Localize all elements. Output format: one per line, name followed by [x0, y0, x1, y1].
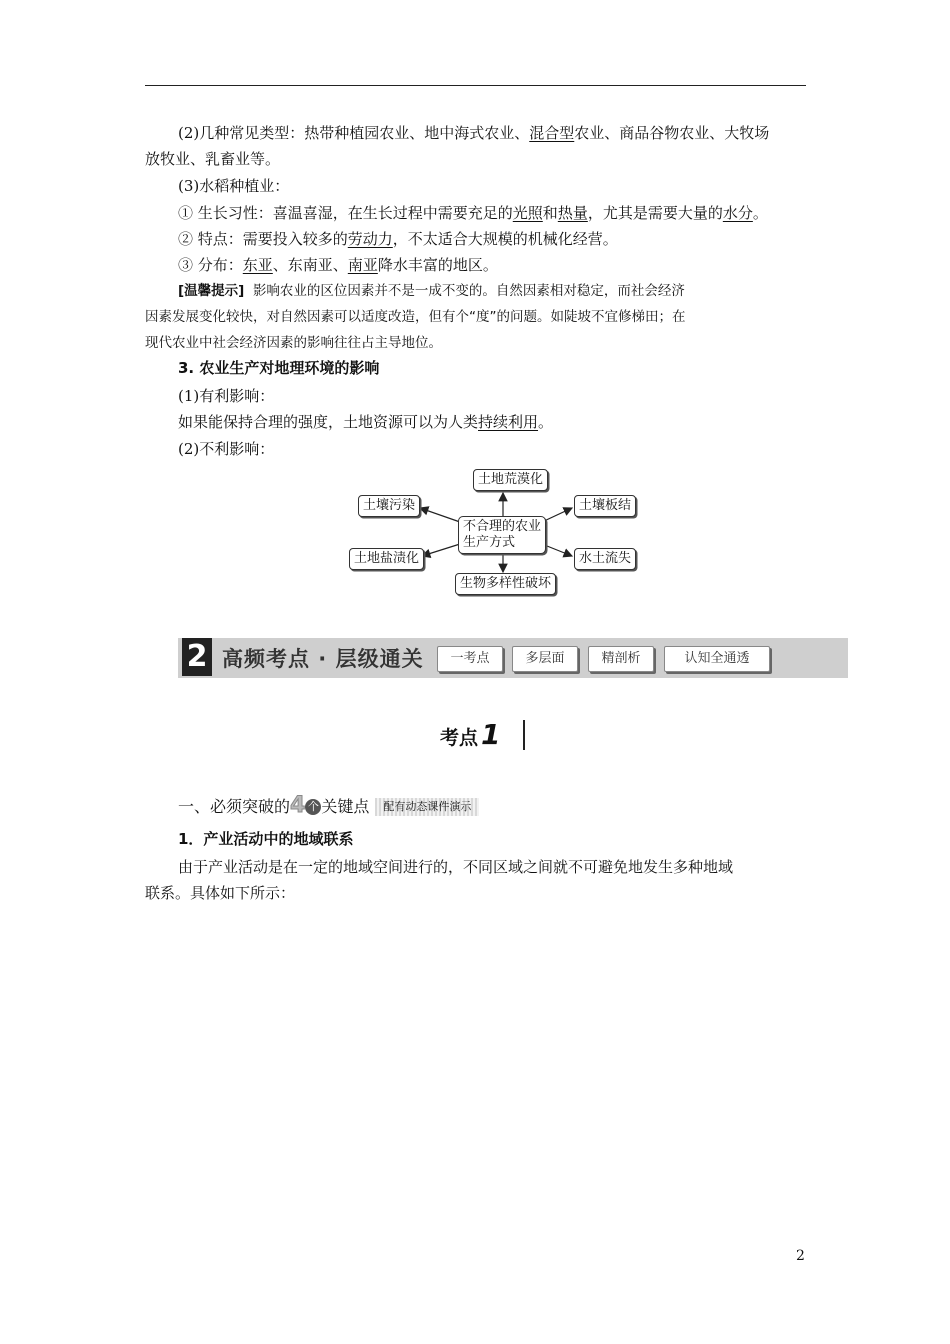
para-types-cont: 放牧业、乳畜业等。: [145, 150, 281, 168]
banner-tag-4: 认知全通透: [664, 646, 770, 672]
banner-tag-3: 精剖析: [588, 646, 654, 672]
para-rice: (3)水稻种植业：: [178, 177, 290, 195]
item1-heading: 1．产业活动中的地域联系: [178, 830, 354, 848]
heading-3: 3. 农业生产对地理环境的影响: [178, 359, 380, 377]
box-soil-pollution: 土壤污染: [358, 495, 420, 517]
para-rice-habit: ① 生长习性：喜温喜湿，在生长过程中需要充足的光照和热量，尤其是需要大量的水分。: [178, 204, 768, 222]
arrow-to-erosion: [542, 544, 572, 556]
para-rice-distribution: ③ 分布：东亚、东南亚、南亚降水丰富的地区。: [178, 256, 498, 274]
box-soil-hardening: 土壤板结: [574, 495, 636, 517]
tip-line-3: 现代农业中社会经济因素的影响往往占主导地位。: [145, 335, 442, 351]
arrow-to-soil-hardening: [542, 508, 572, 522]
box-salinization: 土地盐渍化: [349, 548, 424, 570]
arrow-to-soil-pollution: [420, 508, 460, 522]
courseware-note: 配有动态课件演示: [375, 798, 479, 816]
kaodian-title: 考点 1: [440, 718, 501, 751]
box-desertification: 土地荒漠化: [473, 469, 548, 491]
box-erosion: 水土流失: [574, 548, 636, 570]
para-rice-feature: ② 特点：需要投入较多的劳动力，不太适合大规模的机械化经营。: [178, 230, 618, 248]
circle-badge: 个: [305, 799, 321, 815]
section-heading: 一、必须突破的4 个 关键点 配有动态课件演示: [178, 793, 479, 818]
box-biodiversity: 生物多样性破坏: [455, 573, 556, 595]
para-types: (2)几种常见类型：热带种植园农业、地中海式农业、混合型农业、商品谷物农业、大牧场: [178, 124, 770, 142]
banner-title: 高频考点 · 层级通关: [222, 647, 424, 671]
item1-line1: 由于产业活动是在一定的地域空间进行的，不同区域之间就不可避免地发生多种地域: [178, 858, 734, 876]
arrow-to-salinization: [422, 544, 460, 556]
box-center: 不合理的农业 生产方式: [458, 516, 546, 554]
tip-line-2: 因素发展变化较快，对自然因素可以适度改造，但有个“度”的问题。如陡坡不宜修梯田；在: [145, 309, 686, 325]
item1-line2: 联系。具体如下所示：: [145, 884, 296, 902]
para-favorable-text: 如果能保持合理的强度，土地资源可以为人类持续利用。: [178, 413, 554, 431]
banner-number: 2: [182, 638, 212, 676]
banner-tag-1: 一考点: [437, 646, 503, 672]
kaodian-divider: [523, 720, 525, 750]
tip-line-1: [温馨提示] 影响农业的区位因素并不是一成不变的。自然因素相对稳定，而社会经济: [178, 283, 685, 299]
para-favorable: (1)有利影响：: [178, 387, 275, 405]
page-number: 2: [796, 1248, 805, 1264]
banner-tag-2: 多层面: [512, 646, 578, 672]
para-unfavorable: (2)不利影响：: [178, 440, 275, 458]
